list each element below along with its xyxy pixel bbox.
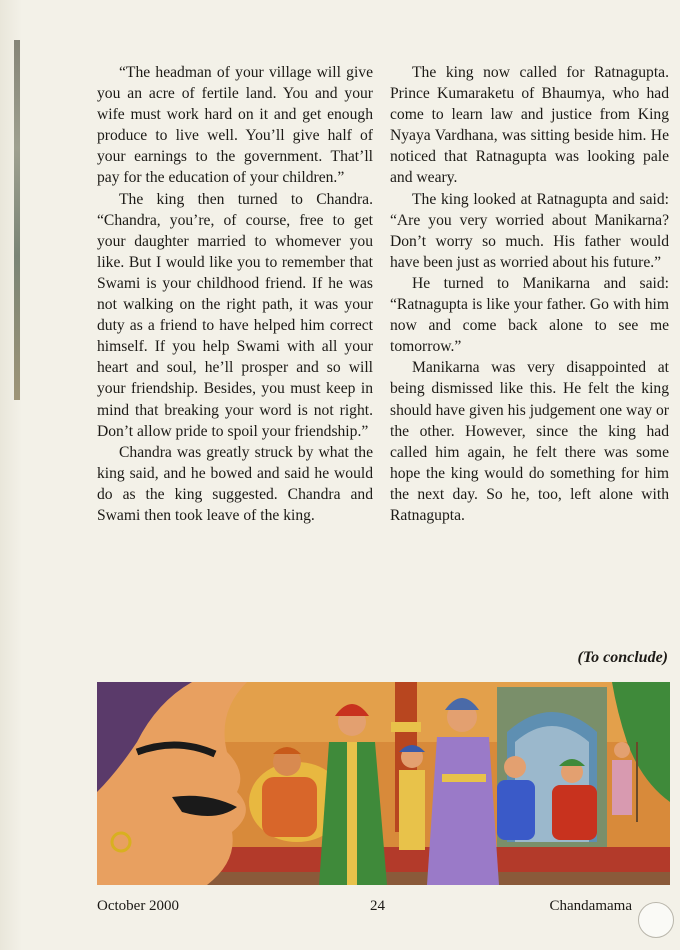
paragraph: The king now called for Ratnagupta. Prince Kumaraketu of Bhaumya, who had come to learn law and justice from King Nyaya Vardhana, was sitting beside him. He noticed that Ratnagupta was looking pale and weary. bbox=[390, 64, 669, 187]
binding-strip bbox=[14, 40, 20, 400]
text-column-left bbox=[97, 62, 373, 526]
court-scene-illustration bbox=[97, 682, 670, 885]
page-number: 24 bbox=[370, 898, 385, 914]
paragraph: He turned to Manikarna and said: “Ratnagupta is like your father. Go with him now and come back alone to see me tomorrow.” bbox=[390, 274, 669, 356]
footer-date: October 2000 bbox=[97, 898, 180, 914]
paragraph: Chandra was greatly struck by what the king said, and he bowed and said he would do as the king suggested. Chandra and Swami then took leave of the king. bbox=[97, 443, 373, 524]
paragraph: The king then turned to Chandra. “Chandra, you’re, of course, free to get your daughter married to whomever you like. But I would like you to remember that Swami is your childhood friend. If he was not walking on the right path, it was your duty as a friend to have helped him correct himself. If you help Swami with all your heart and soul, he’ll prosper and so will your friendship. Besides, you must keep in mind that breaking your word is not right. Don’t allow pride to spoil your friendship.” bbox=[97, 190, 373, 440]
paragraph: “The headman of your village will give you an acre of fertile land. You and your wife must work hard on it and get enough produce to live well. You’ll give half of your earnings to the government. That’ll pay for the education of your children.” bbox=[97, 64, 373, 187]
magazine-seal-icon bbox=[638, 902, 674, 938]
paragraph: The king looked at Ratnagupta and said: “Are you very worried about Manikarna? Don’t worry so much. His father would have been just as worried about his future.” bbox=[390, 190, 669, 271]
paragraph: Manikarna was very disappointed at being dismissed like this. He felt the king should have given his judgement one way or the other. However, since the king had called him again, he felt there was some hope the king would do something for him the next day. So he, too, left alone with Ratnagupta. bbox=[390, 359, 669, 524]
text-column-right bbox=[390, 62, 669, 526]
continuation-note: (To conclude) bbox=[577, 649, 668, 666]
magazine-name: Chandamama bbox=[549, 898, 632, 914]
